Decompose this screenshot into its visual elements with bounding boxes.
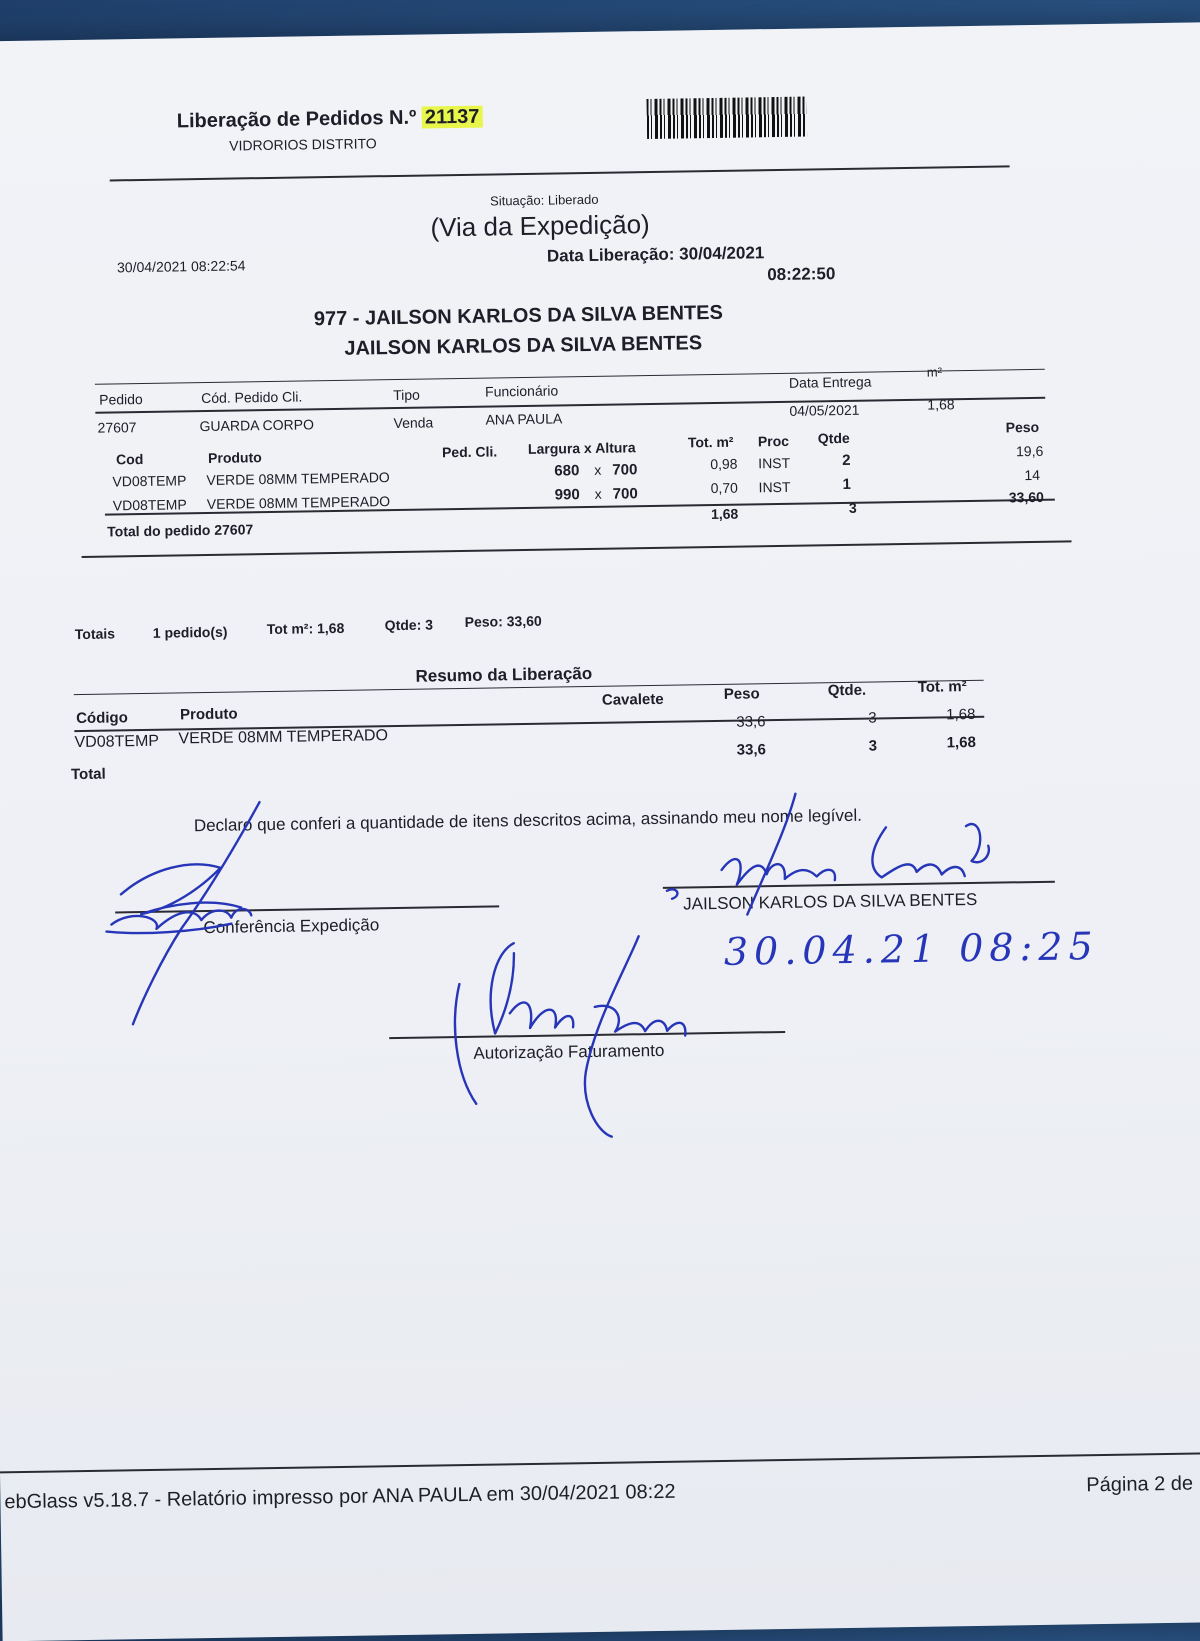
summary-col-tot-m2: Tot. m²: [917, 678, 967, 696]
item-tot-m2: 0,98: [710, 455, 738, 473]
barcode: [646, 97, 807, 140]
totals-m2: Tot m²: 1,68: [266, 619, 345, 638]
order-total-label: Total do pedido 27607: [107, 521, 254, 540]
printed-timestamp: 30/04/2021 08:22:54: [116, 257, 246, 276]
document-page: [0, 22, 1200, 1641]
totals-peso: Peso: 33,60: [464, 612, 542, 630]
footer-page-number: Página 2 de: [1086, 1472, 1194, 1497]
col-tipo: Tipo: [392, 386, 420, 404]
item-produto: VERDE 08MM TEMPERADO: [206, 469, 390, 488]
summary-total-qtde: 3: [868, 737, 878, 755]
autorizacao-signature: [454, 930, 717, 1144]
totals-pedidos: 1 pedido(s): [152, 623, 228, 641]
footer-printed-by: ebGlass v5.18.7 - Relatório impresso por ANA PAULA em 30/04/2021 08:22: [4, 1480, 676, 1514]
item-peso: 14: [1024, 466, 1041, 484]
summary-total-label: Total: [70, 765, 106, 784]
summary-produto: VERDE 08MM TEMPERADO: [178, 727, 389, 748]
items-col-qtde: Qtde: [817, 429, 850, 447]
items-col-tot-m2: Tot. m²: [687, 433, 734, 451]
summary-qtde: 3: [868, 709, 877, 727]
release-time: 08:22:50: [767, 264, 836, 285]
order-tipo: Venda: [393, 414, 434, 432]
document-title: [177, 106, 483, 134]
item-x: x: [594, 461, 602, 478]
col-data-entrega: Data Entrega: [788, 373, 872, 391]
col-funcionario: Funcionário: [484, 382, 559, 400]
item-tot-m2: 0,70: [710, 479, 738, 497]
items-col-peso: Peso: [1005, 418, 1040, 436]
items-col-cod: Cod: [115, 450, 144, 468]
item-produto: VERDE 08MM TEMPERADO: [206, 493, 391, 512]
col-cod-pedido-cli: Cód. Pedido Cli.: [201, 388, 303, 407]
item-proc: INST: [758, 478, 791, 496]
totals-qtde: Qtde: 3: [384, 616, 434, 634]
order-table-bottom-rule: [82, 540, 1072, 558]
summary-col-qtde: Qtde.: [827, 681, 867, 700]
order-cod-pedido-cli: GUARDA CORPO: [199, 416, 315, 435]
order-pedido: 27607: [97, 419, 137, 436]
client-code-name: 977 - JAILSON KARLOS DA SILVA BENTES: [313, 301, 723, 331]
summary-col-peso: Peso: [723, 685, 760, 703]
header-divider: [110, 165, 1010, 181]
summary-col-produto: Produto: [179, 705, 238, 724]
summary-codigo: VD08TEMP: [74, 732, 160, 752]
items-col-produto: Produto: [207, 449, 262, 466]
summary-col-codigo: Código: [76, 709, 128, 728]
client-name: JAILSON KARLOS DA SILVA BENTES: [344, 332, 703, 360]
client-signature: [665, 785, 1027, 921]
summary-total-m2: 1,68: [946, 733, 976, 752]
order-total-qtde: 3: [848, 499, 857, 516]
totals-label: Totais: [74, 625, 116, 643]
order-total-peso: 33,60: [1008, 488, 1044, 506]
col-pedido: Pedido: [99, 390, 143, 408]
item-altura: 700: [612, 485, 638, 503]
conferencia-signature: [99, 797, 273, 1030]
title-prefix: Liberação de Pedidos N.º: [176, 106, 417, 133]
summary-tot-m2: 1,68: [946, 705, 976, 724]
copy-type: (Via da Expedição): [430, 208, 650, 243]
conferencia-label: Conferência Expedição: [203, 915, 380, 938]
items-col-proc: Proc: [757, 432, 790, 450]
item-cod: VD08TEMP: [112, 496, 187, 514]
status-text: Situação: Liberado: [489, 191, 599, 209]
item-largura: 680: [554, 462, 580, 480]
col-m2: m²: [926, 364, 943, 380]
order-data-entrega: 04/05/2021: [789, 401, 860, 419]
client-signature-label: JAILSON KARLOS DA SILVA BENTES: [682, 889, 978, 914]
company-name: VIDRORIOS DISTRITO: [229, 135, 377, 154]
declaration-text: Declaro que conferi a quantidade de itens descritos acima, assinando meu nome legível.: [193, 805, 863, 836]
item-x: x: [594, 485, 602, 502]
summary-col-cavalete: Cavalete: [601, 690, 664, 709]
items-col-dimensoes: Largura x Altura: [527, 439, 636, 457]
summary-total-peso: 33,6: [736, 741, 767, 759]
order-number: 21137: [422, 106, 483, 129]
order-total-m2: 1,68: [710, 505, 739, 523]
order-m2: 1,68: [927, 396, 955, 413]
item-largura: 990: [554, 486, 580, 504]
order-funcionario: ANA PAULA: [485, 410, 563, 428]
autorizacao-label: Autorização Faturamento: [473, 1040, 665, 1063]
items-col-ped-cli: Ped. Cli.: [441, 443, 498, 461]
item-cod: VD08TEMP: [112, 472, 187, 490]
order-table-top-rule: [95, 369, 1045, 385]
item-qtde: 2: [842, 451, 851, 469]
footer-rule: [0, 1452, 1200, 1473]
item-proc: INST: [758, 454, 791, 472]
item-peso: 19,6: [1015, 442, 1044, 460]
item-altura: 700: [612, 461, 638, 479]
summary-peso: 33,6: [736, 713, 766, 731]
release-date: Data Liberação: 30/04/2021: [546, 243, 765, 266]
item-qtde: 1: [842, 475, 852, 493]
handwritten-date: 30.04.21 08:25: [723, 924, 1100, 974]
summary-title: Resumo da Liberação: [415, 663, 593, 686]
